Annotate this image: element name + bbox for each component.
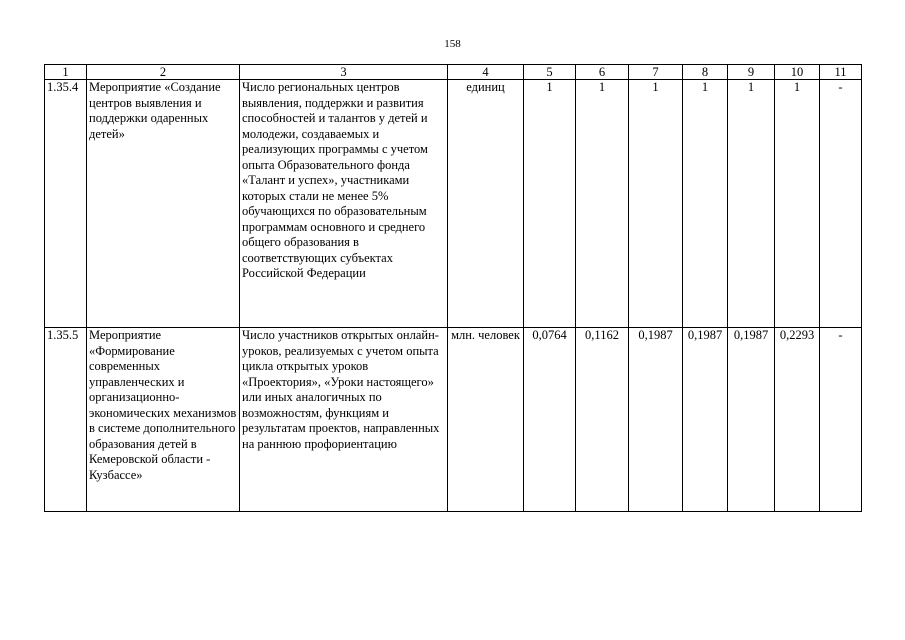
- page-number: 158: [444, 38, 461, 50]
- column-header: 4: [448, 65, 524, 80]
- value-cell: 0,0764: [524, 328, 576, 512]
- event-cell: Мероприятие «Формирование современных управленческих и организационно-экономических механизмов в системе дополнительного образования детей в Кемеровской области - Кузбассе»: [87, 328, 240, 512]
- row-id: 1.35.4: [45, 80, 87, 328]
- value-cell: 1: [683, 80, 728, 328]
- value-cell: 0,1987: [683, 328, 728, 512]
- column-header: 11: [820, 65, 862, 80]
- table-row: [45, 80, 862, 328]
- column-header: 9: [728, 65, 775, 80]
- row-id: 1.35.5: [45, 328, 87, 512]
- table-row: [45, 328, 862, 512]
- value-cell: 1: [775, 80, 820, 328]
- unit-cell: единиц: [448, 80, 524, 328]
- column-header: 1: [45, 65, 87, 80]
- value-cell: 1: [629, 80, 683, 328]
- indicator-cell: Число региональных центров выявления, поддержки и развития способностей и талантов у детей и молодежи, создаваемых и реализующих программы с учетом опыта Образовательного фонда «Талант и успех», участниками которых стали не менее 5% обучающихся по образовательным программам основного и среднего общего образования в соответствующих субъектах Российской Федерации: [240, 80, 448, 328]
- value-cell: 1: [728, 80, 775, 328]
- column-header: 7: [629, 65, 683, 80]
- indicator-cell: Число участников открытых онлайн-уроков, реализуемых с учетом опыта цикла открытых уроков «Проектория», «Уроки настоящего» или иных аналогичных по возможностям, функциям и результатам проектов, направленных на раннюю профориентацию: [240, 328, 448, 512]
- indicators-table: [44, 64, 862, 512]
- column-header: 5: [524, 65, 576, 80]
- column-header: 6: [576, 65, 629, 80]
- column-header: 2: [87, 65, 240, 80]
- column-header: 3: [240, 65, 448, 80]
- value-cell: -: [820, 80, 862, 328]
- column-header: 8: [683, 65, 728, 80]
- column-header: 10: [775, 65, 820, 80]
- unit-cell: млн. человек: [448, 328, 524, 512]
- value-cell: 1: [524, 80, 576, 328]
- value-cell: 0,1162: [576, 328, 629, 512]
- value-cell: 1: [576, 80, 629, 328]
- value-cell: 0,1987: [728, 328, 775, 512]
- header-row: [45, 65, 862, 80]
- value-cell: -: [820, 328, 862, 512]
- event-cell: Мероприятие «Создание центров выявления и поддержки одаренных детей»: [87, 80, 240, 328]
- value-cell: 0,1987: [629, 328, 683, 512]
- value-cell: 0,2293: [775, 328, 820, 512]
